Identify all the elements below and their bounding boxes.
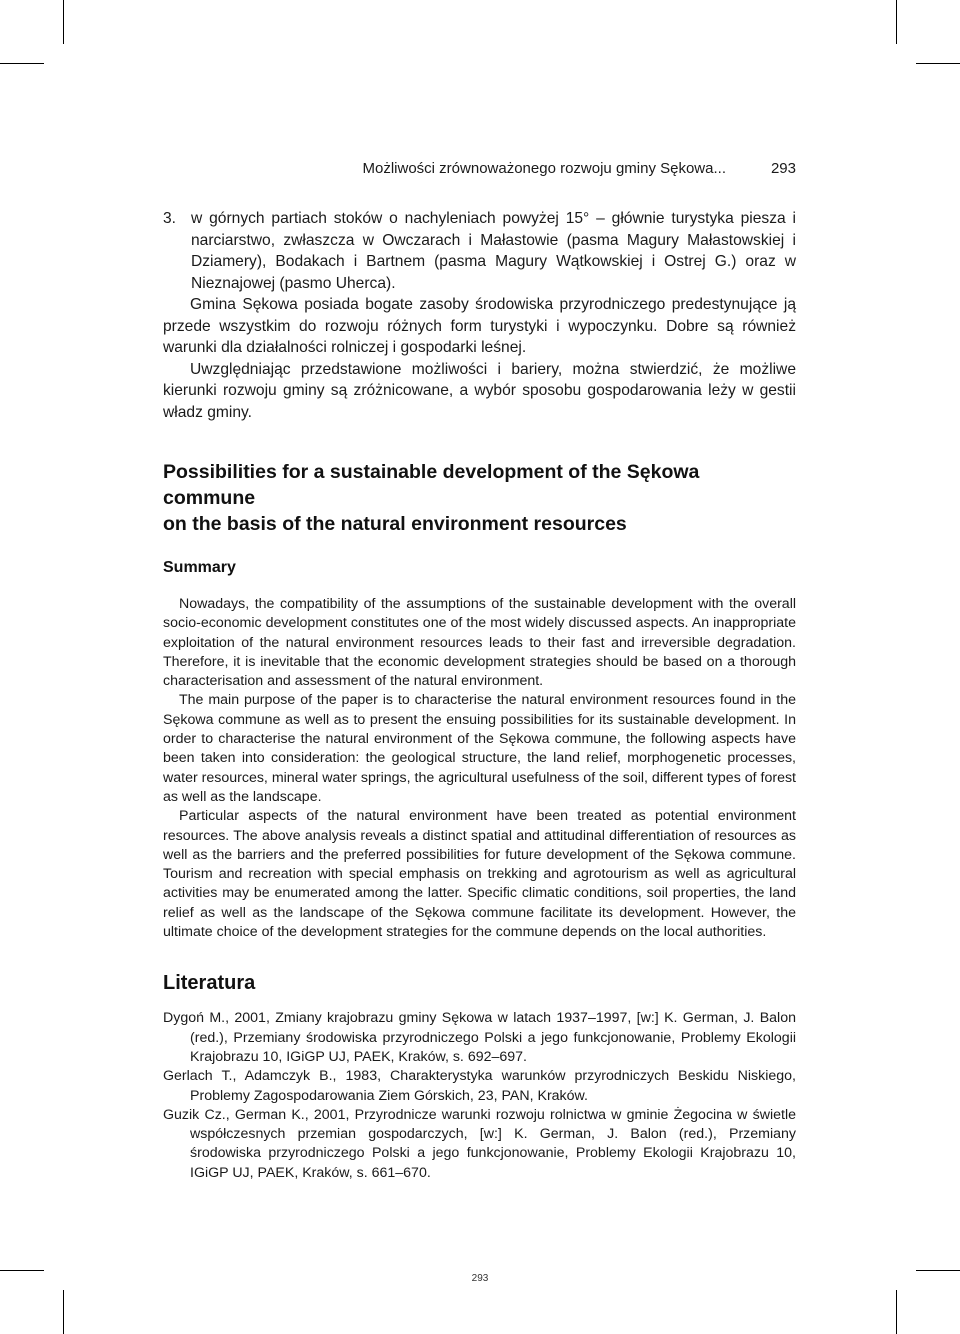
crop-mark-top-left: [63, 0, 64, 44]
crop-mark-top-right-h: [916, 63, 960, 64]
list-item-number: 3.: [163, 210, 177, 227]
list-item: [163, 208, 796, 294]
english-title-line: on the basis of the natural environment resources: [163, 513, 627, 535]
polish-paragraph: Uwzględniając przedstawione możliwości i bariery, można stwierdzić, że możliwe kierunki rozwoju gminy są zróżnicowane, a wybór sposobu gospodarowania leży w gestii władz gminy.: [163, 360, 796, 421]
crop-mark-bottom-left-h: [0, 1270, 44, 1271]
crop-mark-bottom-right: [896, 1290, 897, 1334]
summary-paragraph: Particular aspects of the natural environment have been treated as potential environment resources. The above analysis reveals a distinct spatial and attitudinal differentiation of resources as well as the barriers and the preferred possibilities for future development of the Sękowa commune. Tourism and recreation with special emphasis on trekking and agrotourism as well as agricultural activities may be enumerated among the latter. Specific climatic conditions, soil properties, the land relief as well as the landscape of the Sękowa commune facilitate its development. However, the ultimate choice of the development strategies for the commune depends on the local authorities.: [163, 808, 796, 941]
reference-item: Dygoń M., 2001, Zmiany krajobrazu gminy Sękowa w latach 1937–1997, [w:] K. German, J. Balon (red.), Przemiany środowiska przyrodniczego Polski a jego funkcjonowanie, Problemy Ekologii Krajobrazu 10, IGiGP UJ, PAEK, Kraków, s. 692–697.: [163, 1010, 796, 1065]
running-title: Możliwości zrównoważonego rozwoju gminy Sękowa...: [362, 160, 726, 177]
footer-folio: 293: [471, 1273, 489, 1284]
polish-paragraph: Gmina Sękowa posiada bogate zasoby środowiska przyrodniczego predestynujące ją przede wszystkim do rozwoju różnych form turystyki i wypoczynku. Dobre są również warunki dla działalności rolniczej i gospodarki leśnej.: [163, 296, 796, 356]
list-item-text: w górnych partiach stoków o nachyleniach powyżej 15° – głównie turystyka piesza i narciarstwo, zwłaszcza w Owczarach i Małastowie (pasma Magury Małastowskiej i Dziamery), Bodakach i Bartnem (pasma Magury Wątkowskiej i Ostrej G.) oraz w Nieznajowej (pasmo Uherca).: [191, 210, 796, 292]
crop-mark-bottom-right-h: [916, 1270, 960, 1271]
running-header: [163, 158, 796, 180]
literature-heading: Literatura: [163, 972, 256, 995]
english-title-line: Possibilities for a sustainable development of the Sękowa commune: [163, 461, 700, 509]
crop-mark-top-left-h: [0, 63, 44, 64]
crop-mark-top-right: [896, 0, 897, 44]
summary-body: [163, 595, 796, 942]
summary-paragraph: Nowadays, the compatibility of the assumptions of the sustainable development with the overall socio-economic development constitutes one of the most widely discussed aspects. An inappropriate exploitation of the natural environment resources leads to their fast and irreversible degradation. Therefore, it is inevitable that the economic development strategies should be based on a thorough characterisation and assessment of the natural environment.: [163, 596, 796, 690]
summary-paragraph: The main purpose of the paper is to characterise the natural environment resources found in the Sękowa commune as well as to present the ensuing possibilities for its sustainable development. In order to characterise the natural environment of the Sękowa commune, the following aspects have been taken into consideration: the geological structure, the land relief, morphogenetic processes, water resources, mineral water springs, the agricultural usefulness of the soil, different types of forest as well as the landscape.: [163, 692, 796, 805]
summary-heading: Summary: [163, 559, 236, 576]
reference-item: Guzik Cz., German K., 2001, Przyrodnicze warunki rozwoju rolnictwa w gminie Żegocina w świetle współczesnych przemian gospodarczych, [w:] K. German, J. Balon (red.), Przemiany środowiska przyrodniczego Polski a jego funkcjonowanie, Problemy Ekologii Krajobrazu 10, IGiGP UJ, PAEK, Kraków, s. 661–670.: [163, 1106, 796, 1181]
reference-item: Gerlach T., Adamczyk B., 1983, Charakterystyka warunków przyrodniczych Beskidu Niskiego, Problemy Zagospodarowania Ziem Górskich, 23, PAN, Kraków.: [163, 1068, 796, 1104]
reference-list: [163, 1009, 796, 1183]
header-page-number: 293: [770, 160, 796, 177]
english-title: [163, 459, 796, 537]
crop-mark-bottom-left: [63, 1290, 64, 1334]
page-content: [163, 208, 796, 1183]
